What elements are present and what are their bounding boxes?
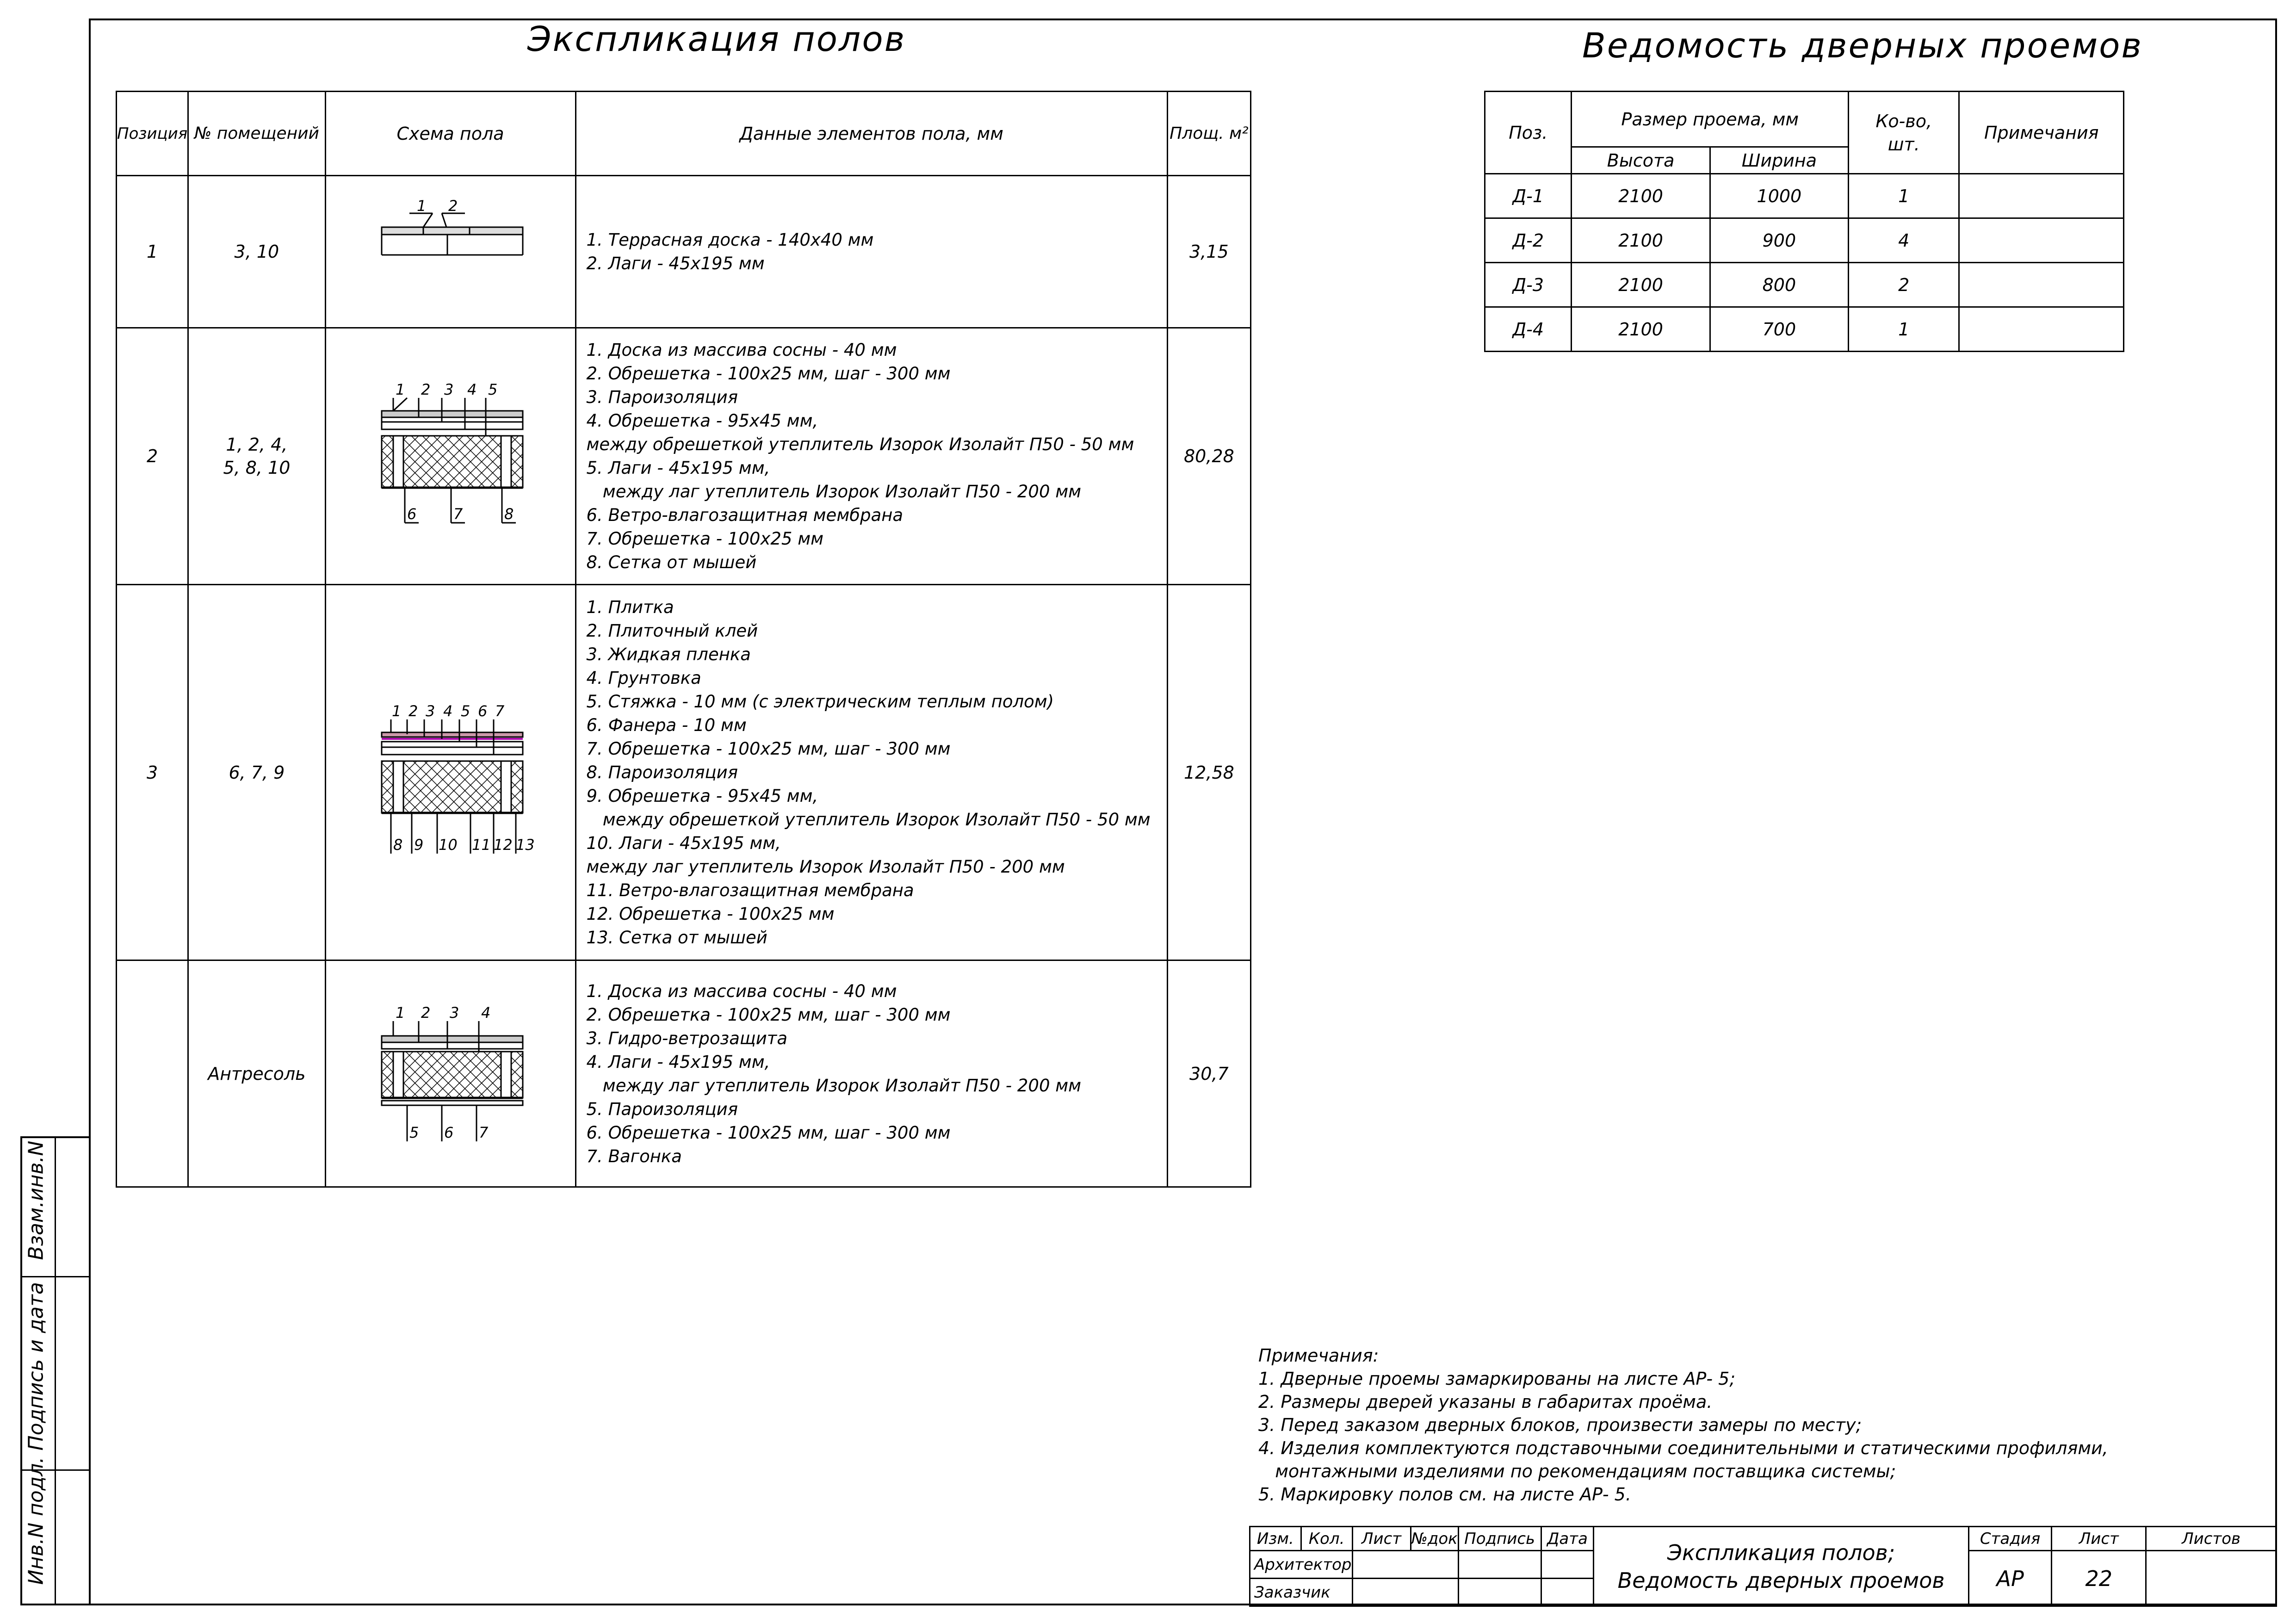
svg-text:2: 2 [421,1004,430,1022]
table-row: Д-1 2100 1000 1 [1485,174,2124,218]
row-position: 3 [117,585,188,960]
row-rooms: Антресоль [188,960,325,1187]
header-size: Размер проема, мм [1572,92,1849,147]
header-width: Ширина [1710,147,1848,174]
svg-text:7: 7 [495,702,504,720]
header-position: Позиция [117,92,188,176]
row-area: 12,58 [1167,585,1250,960]
header-rooms: № помещений [188,92,325,176]
tb-izm: Изм. [1250,1527,1301,1551]
svg-text:2: 2 [408,702,418,720]
table-row: Д-3 2100 800 2 [1485,263,2124,307]
floors-title: Экспликация полов [527,19,906,59]
floor-scheme-3 [325,585,576,960]
row-position: 1 [117,176,188,328]
side-stamp [20,1136,89,1605]
svg-text:4: 4 [481,1004,490,1022]
doors-title: Ведомость дверных проемов [1582,26,2143,66]
header-pos: Поз. [1485,92,1572,174]
svg-text:6: 6 [444,1124,453,1141]
tb-date: Дата [1541,1527,1594,1551]
table-row [117,960,1251,1187]
svg-text:6: 6 [477,702,487,720]
floor-section-drawing [326,328,575,580]
row-rooms: 6, 7, 9 [188,585,325,960]
header-scheme: Схема пола [325,92,576,176]
table-row [117,176,1251,328]
svg-text:5: 5 [409,1124,419,1141]
svg-text:1: 1 [395,381,405,398]
svg-text:13: 13 [515,836,535,854]
stamp-inv: Инв.N подл. [24,1456,48,1585]
floor-scheme-1 [325,176,576,328]
floor-section-drawing [326,176,575,323]
floor-section-drawing [326,961,575,1182]
tb-sheet: 22 [2052,1551,2146,1606]
row-elements: 1. Доска из массива сосны - 40 мм 2. Обрешетка - 100х25 мм, шаг - 300 мм 3. Пароизоляция 4. Обрешетка - 95х45 мм, между обрешеткой утеплитель Изорок Изолайт П50 - 50 мм 5. Лаги - 45х195 мм, между лаг утеплитель Изорок Изолайт П50 - 200 мм 6. Ветро-влагозащитная мембрана 7. Обрешетка - 100х25 мм 8. Сетка от мышей [576,328,1167,585]
tb-signature: Подпись [1458,1527,1541,1551]
floors-table [116,91,1251,1188]
svg-text:12: 12 [493,836,513,854]
svg-text:2: 2 [421,381,430,398]
floor-scheme-4 [325,960,576,1187]
sheet-title: Экспликация полов; Ведомость дверных проемов [1594,1527,1969,1606]
header-elements: Данные элементов пола, мм [576,92,1167,176]
tb-sheet-header: Лист [2052,1527,2146,1551]
table-row [117,585,1251,960]
svg-text:9: 9 [414,836,423,854]
svg-text:7: 7 [478,1124,488,1141]
header-area: Площ. м² [1167,92,1250,176]
svg-text:11: 11 [471,836,491,854]
svg-text:1: 1 [395,1004,405,1022]
row-rooms: 1, 2, 4, 5, 8, 10 [188,328,325,585]
stamp-signature-date: Подпись и дата [24,1282,48,1451]
svg-text:4: 4 [467,381,477,398]
row-position [117,960,188,1187]
table-row: Д-4 2100 700 1 [1485,307,2124,352]
svg-text:1: 1 [391,702,401,720]
tb-customer: Заказчик [1250,1579,1353,1606]
row-area: 3,15 [1167,176,1250,328]
floor-section-drawing [326,585,575,955]
svg-text:3: 3 [425,702,435,720]
notes: Примечания: 1. Дверные проемы замаркированы на листе АР- 5; 2. Размеры дверей указаны в габаритах проёма. 3. Перед заказом дверных блоков, произвести замеры по месту; 4. Изделия комплектуются подставочными соединительными и статическими профилями, монтажными изделиями по рекомендациям поставщика системы; 5. Маркировку полов см. на листе АР- 5. [1258,1345,2108,1505]
tb-stage-header: Стадия [1968,1527,2052,1551]
row-position: 2 [117,328,188,585]
floors-header-row [117,92,1251,176]
svg-text:10: 10 [438,836,458,854]
row-area: 80,28 [1167,328,1250,585]
svg-text:6: 6 [407,505,416,523]
svg-text:5: 5 [460,702,470,720]
svg-text:1: 1 [416,197,426,215]
header-count: Ко-во, шт. [1849,92,1959,174]
header-height: Высота [1572,147,1710,174]
tb-stage: АР [1968,1551,2052,1606]
tb-list: Лист [1352,1527,1411,1551]
row-rooms: 3, 10 [188,176,325,328]
svg-text:5: 5 [488,381,497,398]
svg-text:8: 8 [504,505,514,523]
svg-text:3: 3 [444,381,453,398]
tb-sheets [2146,1551,2277,1606]
title-block [1249,1526,2277,1607]
svg-text:4: 4 [443,702,452,720]
header-notes: Примечания [1959,92,2124,174]
doors-table [1484,91,2124,352]
row-area: 30,7 [1167,960,1250,1187]
table-row [117,328,1251,585]
table-row: Д-2 2100 900 4 [1485,218,2124,263]
tb-kol: Кол. [1301,1527,1352,1551]
stamp-vzam: Взам.инв.N [24,1140,48,1260]
svg-text:8: 8 [393,836,402,854]
svg-text:7: 7 [453,505,463,523]
row-elements: 1. Плитка 2. Плиточный клей 3. Жидкая пленка 4. Грунтовка 5. Стяжка - 10 мм (с электрическим теплым полом) 6. Фанера - 10 мм 7. Обрешетка - 100х25 мм, шаг - 300 мм 8. Пароизоляция 9. Обрешетка - 95х45 мм, между обрешеткой утеплитель Изорок Изолайт П50 - 50 мм 10. Лаги - 45х195 мм, между лаг утеплитель Изорок Изолайт П50 - 200 мм 11. Ветро-влагозащитная мембрана 12. Обрешетка - 100х25 мм 13. Сетка от мышей [576,585,1167,960]
svg-text:2: 2 [448,197,458,215]
svg-text:3: 3 [449,1004,459,1022]
tb-architect: Архитектор [1250,1551,1353,1579]
row-elements: 1. Доска из массива сосны - 40 мм 2. Обрешетка - 100х25 мм, шаг - 300 мм 3. Гидро-ветрозащита 4. Лаги - 45х195 мм, между лаг утеплитель Изорок Изолайт П50 - 200 мм 5. Пароизоляция 6. Обрешетка - 100х25 мм, шаг - 300 мм 7. Вагонка [576,960,1167,1187]
tb-sheets-header: Листов [2146,1527,2277,1551]
floor-scheme-2 [325,328,576,585]
row-elements: 1. Террасная доска - 140х40 мм 2. Лаги - 45х195 мм [576,176,1167,328]
tb-ndoc: №док [1411,1527,1458,1551]
